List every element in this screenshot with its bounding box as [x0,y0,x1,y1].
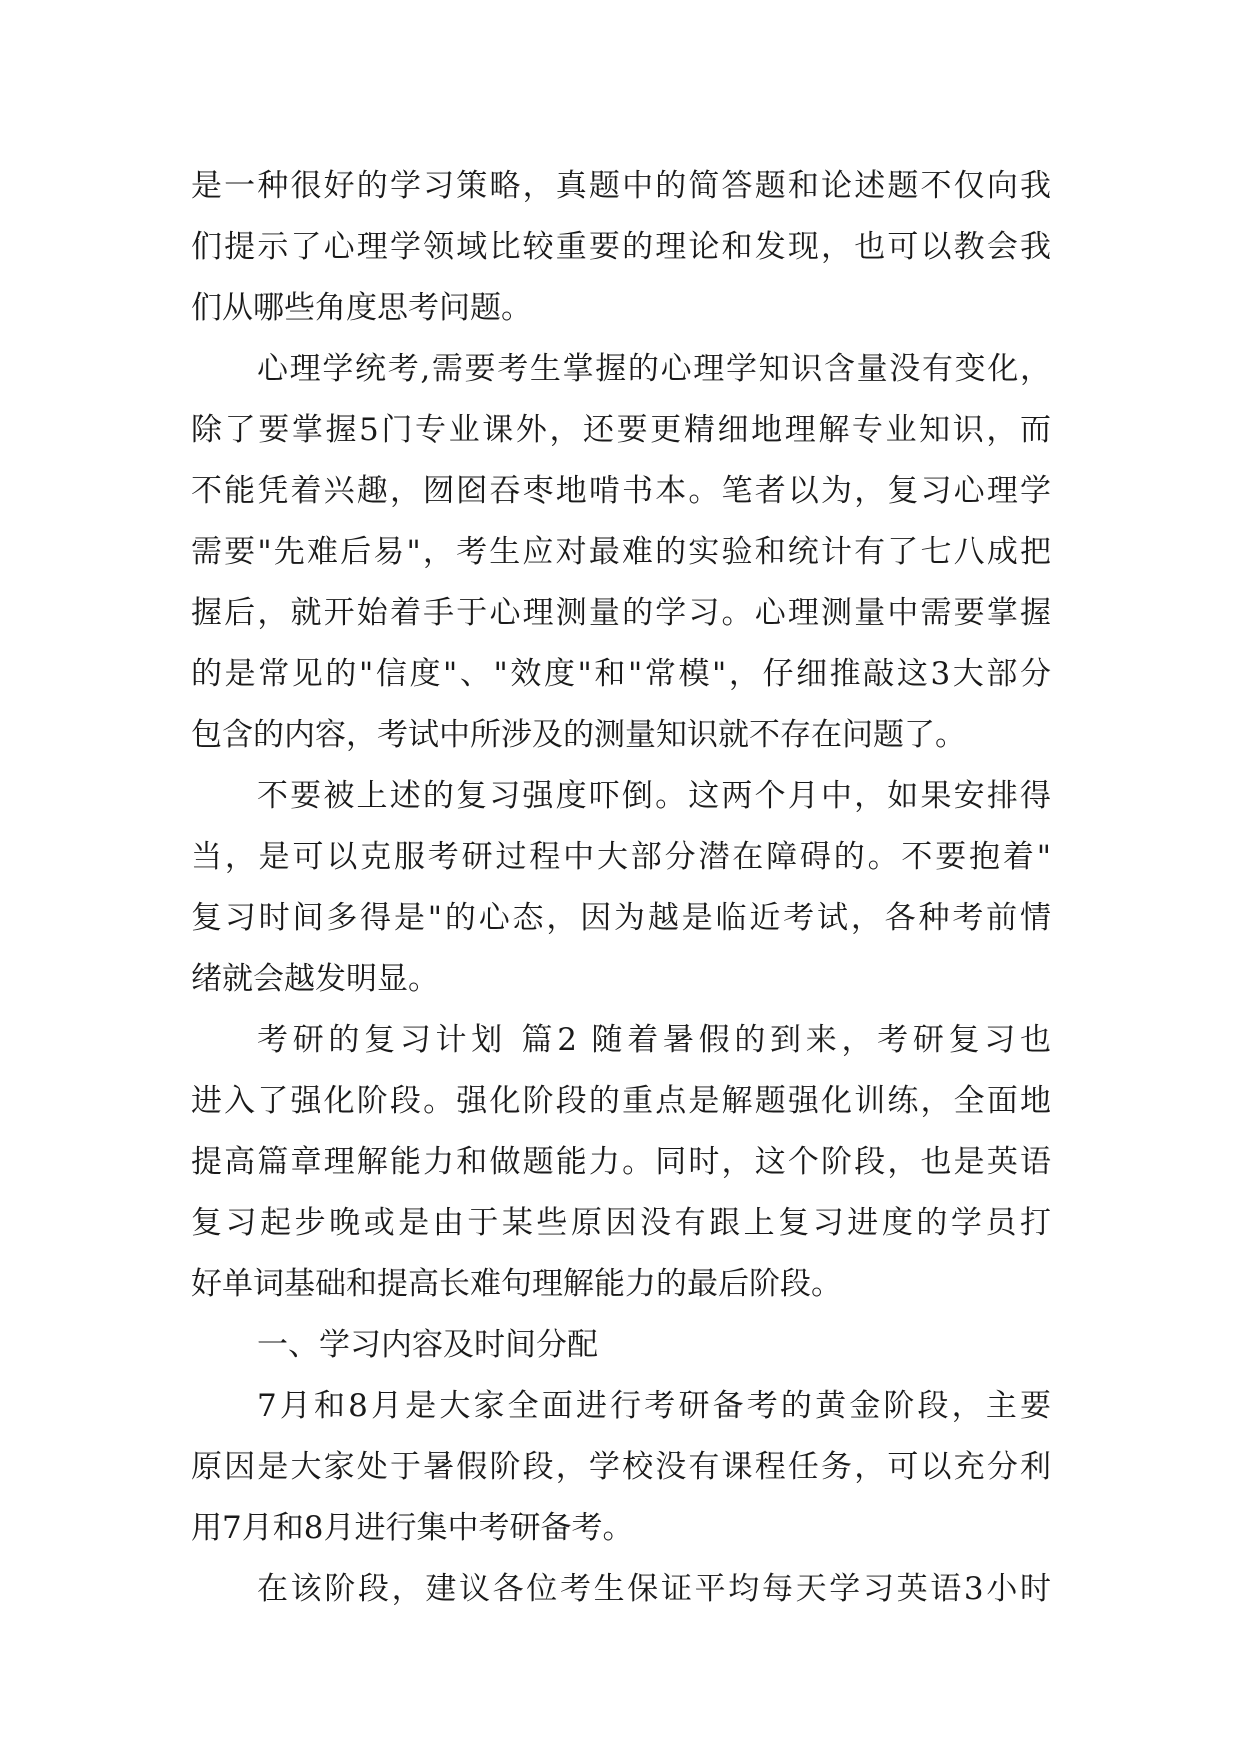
text-line: 心理学统考,需要考生掌握的心理学知识含量没有变化， [257,351,1051,387]
text-line: 用7月和8月进行集中考研备考。 [191,1510,634,1546]
text-line: 一、学习内容及时间分配 [257,1327,598,1363]
text-line: 除了要掌握5门专业课外，还要更精细地理解专业知识，而 [191,412,1051,448]
text-line: 包含的内容，考试中所涉及的测量知识就不存在问题了。 [191,717,966,753]
text-line: 复习时间多得是"的心态，因为越是临近考试，各种考前情 [191,900,1051,936]
text-line: 不能凭着兴趣，囫囵吞枣地啃书本。笔者以为，复习心理学 [191,473,1051,509]
text-line: 复习起步晚或是由于某些原因没有跟上复习进度的学员打 [191,1205,1051,1241]
text-line: 进入了强化阶段。强化阶段的重点是解题强化训练，全面地 [191,1083,1051,1119]
text-line: 需要"先难后易"，考生应对最难的实验和统计有了七八成把 [191,534,1051,570]
text-line: 当，是可以克服考研过程中大部分潜在障碍的。不要抱着" [191,839,1051,875]
text-line: 7月和8月是大家全面进行考研备考的黄金阶段，主要 [257,1388,1051,1424]
text-line: 在该阶段，建议各位考生保证平均每天学习英语3小时 [257,1571,1051,1607]
text-line: 们从哪些角度思考问题。 [191,290,532,326]
document-body [191,156,1051,1620]
text-line: 考研的复习计划 篇2 随着暑假的到来，考研复习也 [257,1022,1051,1058]
text-line: 握后，就开始着手于心理测量的学习。心理测量中需要掌握 [191,595,1051,631]
text-line: 们提示了心理学领域比较重要的理论和发现，也可以教会我 [191,229,1051,265]
text-line: 的是常见的"信度"、"效度"和"常模"，仔细推敲这3大部分 [191,656,1051,692]
text-line: 是一种很好的学习策略，真题中的简答题和论述题不仅向我 [191,168,1051,204]
text-line: 绪就会越发明显。 [191,961,439,997]
text-line: 提高篇章理解能力和做题能力。同时，这个阶段，也是英语 [191,1144,1051,1180]
text-line: 不要被上述的复习强度吓倒。这两个月中，如果安排得 [257,778,1051,814]
text-line: 好单词基础和提高长难句理解能力的最后阶段。 [191,1266,842,1302]
text-line: 原因是大家处于暑假阶段，学校没有课程任务，可以充分利 [191,1449,1051,1485]
